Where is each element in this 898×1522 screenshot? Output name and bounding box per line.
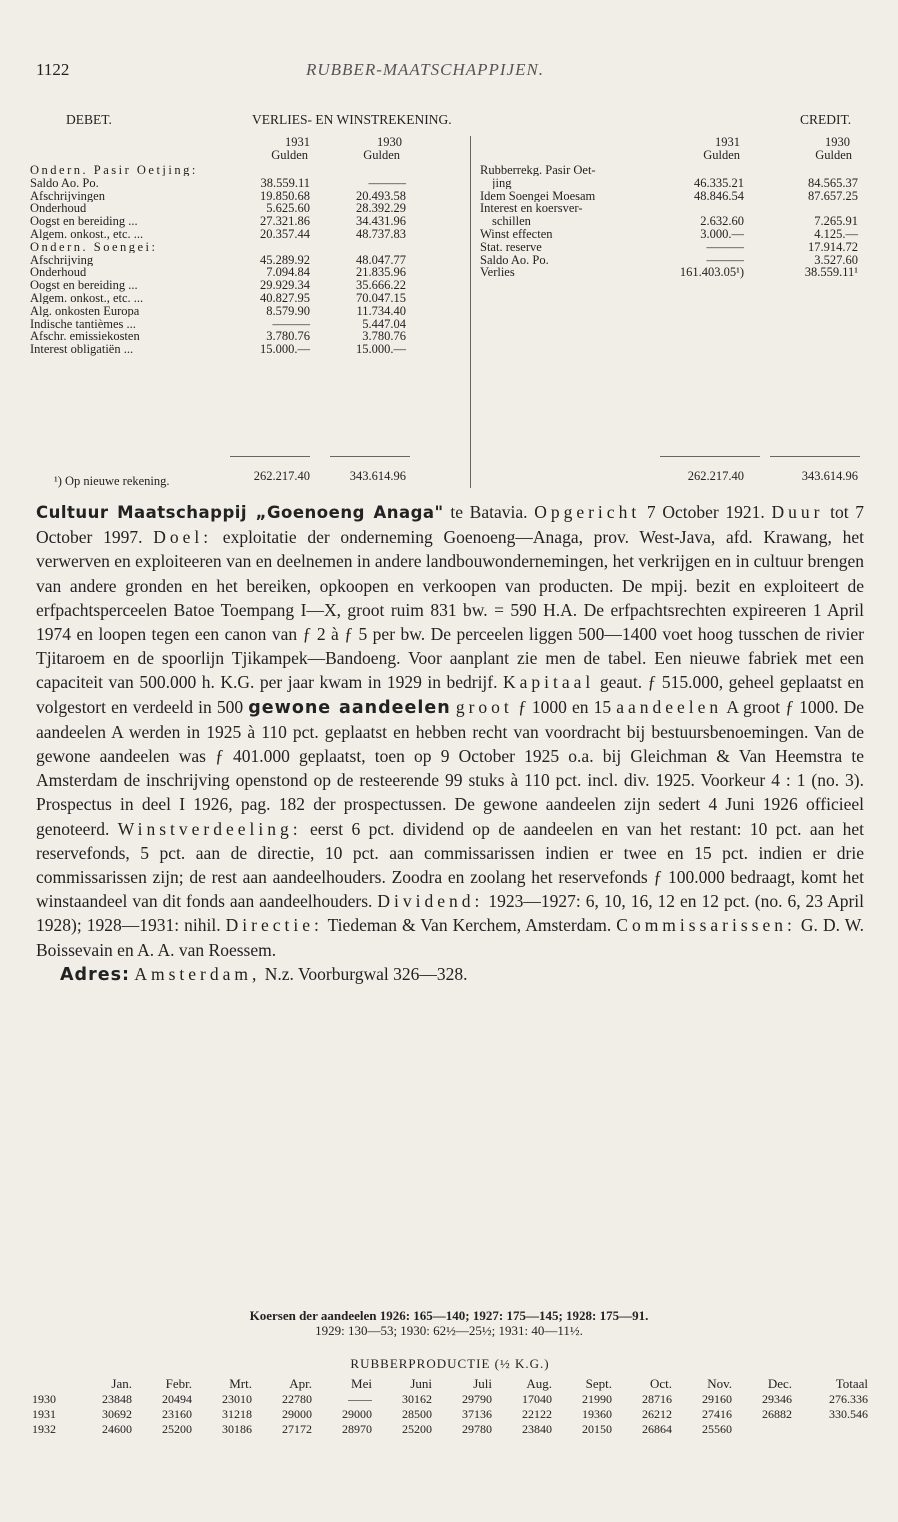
- credit-year-1931: 1931: [715, 135, 740, 149]
- production-value: 27172: [282, 1422, 312, 1436]
- adres-text: N.z. Voorburgwal 326—328.: [264, 963, 468, 984]
- debet-row-1931: 7.094.84: [266, 265, 310, 280]
- debet-row-1931: 5.625.60: [266, 201, 310, 216]
- groot-label: groot: [455, 696, 513, 717]
- debet-row-label: Interest obligatiën ...: [30, 343, 134, 356]
- credit-currency-1931: Gulden: [703, 148, 740, 162]
- debet-row-1930: 21.835.96: [356, 265, 406, 280]
- month-header: Dec.: [767, 1376, 792, 1391]
- credit-row-label: Stat. reserve: [480, 240, 542, 254]
- debet-row-1931: 40.827.95: [260, 291, 310, 305]
- debet-row: [30, 305, 870, 317]
- adres-label: Adres:: [60, 964, 130, 985]
- credit-row-label: Verlies: [480, 266, 515, 279]
- credit-label: CREDIT.: [800, 112, 852, 127]
- account-title: VERLIES- EN WINSTREKENING.: [252, 112, 452, 127]
- production-value: 31218: [222, 1407, 252, 1421]
- rubber-production-title: RUBBERPRODUCTIE (½ K.G.): [350, 1356, 550, 1371]
- debet-row: [30, 343, 870, 355]
- dividend-text: 1923—1927: 6, 10, 16, 12 en 12 pct. (no. 6, 23 April 1928); 1928—1931: nihil.: [36, 891, 865, 936]
- production-value: 23010: [222, 1392, 252, 1406]
- debet-row-label: Onderhoud: [30, 266, 87, 279]
- production-value: [734, 1422, 794, 1437]
- credit-row-1931: ———: [706, 239, 744, 254]
- year-column-header: [30, 1376, 74, 1392]
- year-header-row: [30, 136, 870, 148]
- adres-city: Amsterdam,: [134, 963, 261, 984]
- page-number: 1122: [36, 60, 70, 79]
- table-row: [30, 1407, 870, 1422]
- credit-currency-1930: Gulden: [815, 148, 852, 162]
- production-value: 22780: [282, 1392, 312, 1406]
- credit-row: [30, 164, 870, 176]
- credit-row: [30, 177, 870, 189]
- credit-row-1931: 48.846.54: [694, 188, 744, 203]
- debet-row-1931: 20.357.44: [260, 227, 310, 241]
- kapitaal-text-3: A groot ƒ 1000. De aandeelen A werden in 1925 à 110 pct. geplaatst en hebben recht van voordracht bij bestuursbenoemingen. Van de gewone aandeelen was ƒ 401.000 geplaatst, toen op 9 October 1925 o.a. bij Gleichman & Van Heemstra te Amsterdam de inschrijving openstond op de resteerende 99 stuks à 110 pct. incl. div. 1925. Voorkeur 4 : 1 (no. 3). Prospectus in deel I 1926, pag. 182 der prospectussen. De gewone aandeelen zijn sedert 4 Juni 1926 officieel genoteerd.: [36, 696, 865, 839]
- production-value: 17040: [522, 1392, 552, 1406]
- debet-row-label: Indische tantièmes ...: [30, 317, 136, 330]
- debet-sum-line-1930: [330, 456, 410, 457]
- production-value: 29780: [462, 1422, 492, 1436]
- debet-row-1930: 48.047.77: [356, 252, 406, 267]
- production-value: 29000: [342, 1407, 372, 1421]
- production-value: 29000: [282, 1407, 312, 1421]
- page-header: [36, 60, 862, 84]
- account-headings: [30, 114, 870, 136]
- production-value: [794, 1422, 870, 1437]
- share-prices-values-1: 1926: 165—140; 1927: 175—145; 1928: 175—91.: [379, 1308, 649, 1323]
- running-title: RUBBER-MAATSCHAPPIJEN.: [306, 60, 545, 79]
- production-value: 330.546: [829, 1407, 868, 1421]
- duur-label: Duur: [771, 502, 824, 522]
- credit-row-label: Interest en koersver-: [480, 202, 583, 215]
- production-value: 30186: [222, 1422, 252, 1436]
- production-value: 23160: [162, 1407, 192, 1421]
- production-year: 1931: [32, 1407, 56, 1421]
- production-value: 19360: [582, 1407, 612, 1421]
- production-value: 26864: [642, 1422, 672, 1436]
- footnote: ¹) Op nieuwe rekening.: [54, 474, 170, 488]
- debet-row-1931: 19.850.68: [260, 188, 310, 203]
- debet-year-1930: 1930: [377, 135, 402, 149]
- production-value: 28716: [642, 1392, 672, 1406]
- production-value: 25200: [162, 1422, 192, 1436]
- doel-text: exploitatie der onderneming Goenoeng—Anaga, prov. West-Java, afd. Krawang, het verwerven en exploiteeren van en deelnemen in andere landbouwondernemingen, het verkrijgen en in cultuur brengen van andere gronden en het bereiken, opkoopen en verkoopen van producten. De mpij. bezit en exploiteert de erfpachtsperceelen Batoe Toempang I—X, groot ruim 831 bw. = 590 H.A. De erfpachtsrechten expireeren 1 April 1974 en loopen tegen een canon van ƒ 2 à ƒ 5 per bw. De perceelen liggen 500—1400 voet hoog tusschen de rivier Tjitaroem en de spoorlijn Tjikampek—Bandoeng. Voor aanplant zie men de tabel. Een nieuwe fabriek met een capaciteit van 500.000 h. K.G. per jaar kwam in 1929 in bedrijf.: [36, 527, 865, 693]
- kapitaal-text-2: ƒ 1000 en 15: [517, 696, 612, 717]
- debet-row: [30, 330, 870, 342]
- winstverdeeling-label: Winstverdeeling:: [117, 818, 302, 839]
- duur-value: tot 7 October 1997.: [36, 502, 865, 548]
- debet-total-1931: 262.217.40: [253, 469, 310, 483]
- month-header: Apr.: [289, 1376, 312, 1391]
- directie-text: Tiedeman & Van Kerchem, Amsterdam.: [327, 915, 612, 936]
- credit-row-1930: 87.657.25: [808, 188, 858, 203]
- commissarissen-label: Commissarissen:: [616, 915, 796, 936]
- production-value: 30162: [402, 1392, 432, 1406]
- aandeelen-label: aandeelen: [616, 696, 723, 717]
- credit-row-1930: 17.914.72: [808, 239, 858, 254]
- credit-row: [30, 254, 870, 266]
- production-value: 24600: [102, 1422, 132, 1436]
- debet-row-1931: 3.780.76: [266, 329, 310, 344]
- share-prices-line-2: 1929: 130—53; 1930: 62½—25½; 1931: 40—11½.: [315, 1323, 583, 1338]
- debet-year-1931: 1931: [285, 135, 310, 149]
- debet-row-label: Afschrijving: [30, 253, 94, 266]
- debet-row-1931: 27.321.86: [260, 214, 310, 229]
- debet-row-1930: 20.493.58: [356, 188, 406, 203]
- debet-sum-line-1931: [230, 456, 310, 457]
- month-header: Mrt.: [229, 1376, 252, 1391]
- credit-row-1931: ———: [706, 252, 744, 267]
- currency-header-row: [30, 149, 870, 161]
- production-value: 27416: [702, 1407, 732, 1421]
- share-prices: [0, 1308, 898, 1338]
- production-value: 26882: [762, 1407, 792, 1421]
- debet-row-1931: 15.000.—: [260, 342, 310, 357]
- company-name: Cultuur Maatschappij „Goenoeng Anaga": [36, 503, 444, 522]
- production-value: 25200: [402, 1422, 432, 1436]
- opgericht-value: 7 October 1921.: [646, 502, 765, 522]
- credit-total-1931: 262.217.40: [687, 469, 744, 483]
- debet-row-1930: 35.666.22: [356, 278, 406, 293]
- debet-row: [30, 279, 870, 291]
- credit-row-1930: 7.265.91: [814, 214, 858, 229]
- company-place: te Batavia.: [450, 502, 528, 522]
- debet-row-label: Onderhoud: [30, 202, 87, 215]
- commissarissen-text: G. D. W. Boissevain en A. A. van Roessem.: [36, 915, 864, 960]
- credit-row-1930: 38.559.11¹: [804, 265, 858, 280]
- company-description: [36, 500, 864, 987]
- month-header: Juli: [473, 1376, 492, 1391]
- rubber-production-header-row: [30, 1376, 870, 1392]
- debet-row-1930: 28.392.29: [356, 201, 406, 216]
- rubber-production-body: [30, 1392, 870, 1437]
- production-value: 23848: [102, 1392, 132, 1406]
- credit-total-1930: 343.614.96: [801, 469, 858, 483]
- month-header: Nov.: [707, 1376, 732, 1391]
- rubber-production-table: [30, 1376, 870, 1437]
- production-value: 37136: [462, 1407, 492, 1421]
- production-year: 1932: [32, 1422, 56, 1436]
- production-value: 30692: [102, 1407, 132, 1421]
- production-value: 29160: [702, 1392, 732, 1406]
- month-header: Febr.: [165, 1376, 192, 1391]
- debet-row-1931: 45.289.92: [260, 252, 310, 267]
- credit-row-label: Rubberrekg. Pasir Oet-: [480, 164, 596, 177]
- directie-label: Directie:: [225, 915, 323, 936]
- credit-row-1931: 46.335.21: [694, 175, 744, 190]
- debet-row-1930: 70.047.15: [356, 291, 406, 305]
- credit-sum-line-1930: [770, 456, 860, 457]
- dividend-label: Dividend:: [377, 891, 484, 912]
- production-value: ——: [348, 1392, 372, 1406]
- production-year: 1930: [32, 1392, 56, 1406]
- credit-row-1931: 161.403.05¹): [679, 265, 744, 280]
- debet-currency-1931: Gulden: [271, 148, 308, 162]
- credit-row-1930: 3.527.60: [814, 252, 858, 267]
- debet-row-1930: ———: [368, 175, 406, 190]
- production-value: 29790: [462, 1392, 492, 1406]
- doel-label: Doel:: [153, 527, 213, 548]
- credit-row: [30, 241, 870, 253]
- debet-row-1931: 38.559.11: [260, 175, 310, 190]
- debet-row-label: Algem. onkost., etc. ...: [30, 292, 144, 305]
- month-header: Sept.: [585, 1376, 612, 1391]
- credit-row-1931: 3.000.—: [700, 227, 744, 241]
- production-value: 28970: [342, 1422, 372, 1436]
- production-value: 20150: [582, 1422, 612, 1436]
- production-value: 29346: [762, 1392, 792, 1406]
- debet-total-1930: 343.614.96: [349, 469, 406, 483]
- production-value: 26212: [642, 1407, 672, 1421]
- debet-row-1930: 48.737.83: [356, 227, 406, 241]
- share-prices-line-1: [0, 1308, 898, 1323]
- credit-row-label: Idem Soengei Moesam: [480, 189, 596, 202]
- credit-year-1930: 1930: [825, 135, 850, 149]
- debet-row-label: Afschr. emissiekosten: [30, 330, 140, 343]
- debet-row-1930: 5.447.04: [362, 316, 406, 331]
- credit-row: [30, 190, 870, 202]
- winstverdeeling-text: eerst 6 pct. dividend op de aandeelen en van het restant: 10 pct. aan het reservefonds, 5 pct. aan de directie, 10 pct. aan commissarissen indien er twee en 15 pct. indien er drie commissarissen zijn; de rest aan aandeelhouders. Zoodra en zoolang het reservefonds ƒ 100.000 bedraagt, komt het winstaandeel van dit fonds aan aandeelhouders.: [36, 818, 864, 912]
- credit-row-label: schillen: [492, 215, 531, 228]
- table-row: [30, 1392, 870, 1407]
- debet-row-label: Oogst en bereiding ...: [30, 215, 138, 228]
- debet-row-1930: 15.000.—: [356, 342, 406, 357]
- credit-row-label: Winst effecten: [480, 228, 553, 241]
- debet-row-label: Ondern. Pasir Oetjing:: [30, 164, 198, 177]
- production-value: 20494: [162, 1392, 192, 1406]
- debet-row-1931: 8.579.90: [266, 303, 310, 318]
- credit-row-label: Saldo Ao. Po.: [480, 253, 549, 266]
- production-value: 276.336: [829, 1392, 868, 1406]
- credit-row: [30, 228, 870, 240]
- credit-row-1931: 2.632.60: [700, 214, 744, 229]
- opgericht-label: Opgericht: [534, 502, 641, 522]
- month-header: Aug.: [526, 1376, 552, 1391]
- month-header: Mei: [351, 1376, 372, 1391]
- debet-row-1930: 34.431.96: [356, 214, 406, 229]
- share-prices-label: Koersen der aandeelen: [249, 1308, 377, 1323]
- kapitaal-text-1: geaut. ƒ 515.000, geheel geplaatst en volgestort en verdeeld in 500: [36, 672, 865, 717]
- rubber-production: [30, 1356, 870, 1437]
- debet-row-label: Alg. onkosten Europa: [30, 304, 140, 318]
- debet-row: [30, 318, 870, 330]
- month-header: Juni: [410, 1376, 432, 1391]
- production-value: 22122: [522, 1407, 552, 1421]
- production-value: 28500: [402, 1407, 432, 1421]
- debet-row-label: Algem. onkost., etc. ...: [30, 228, 144, 241]
- table-row: [30, 1422, 870, 1437]
- debet-row-1931: ———: [272, 316, 310, 331]
- debet-row-1930: 11.734.40: [356, 303, 406, 318]
- credit-row: [30, 266, 870, 278]
- credit-row-1930: 84.565.37: [808, 175, 858, 190]
- credit-row: [30, 215, 870, 227]
- credit-sum-line-1931: [660, 456, 760, 457]
- debet-row-1930: 3.780.76: [362, 329, 406, 344]
- debet-row: [30, 292, 870, 304]
- debet-currency-1930: Gulden: [363, 148, 400, 162]
- month-header: Jan.: [111, 1376, 132, 1391]
- production-value: 23840: [522, 1422, 552, 1436]
- credit-row: [30, 202, 870, 214]
- month-header: Oct.: [649, 1376, 672, 1391]
- production-value: 21990: [582, 1392, 612, 1406]
- credit-row-label: jing: [492, 176, 512, 190]
- kapitaal-label: Kapitaal: [503, 672, 595, 693]
- debet-row-label: Oogst en bereiding ...: [30, 279, 138, 292]
- credit-row-1930: 4.125.—: [814, 227, 858, 241]
- production-value: 25560: [702, 1422, 732, 1436]
- gewone-aandeelen-label: gewone aandeelen: [248, 697, 451, 718]
- debet-row-1931: 29.929.34: [260, 278, 310, 293]
- debet-row-label: Afschrijvingen: [30, 189, 105, 202]
- debet-row-label: Ondern. Soengei:: [30, 240, 158, 254]
- month-header: Totaal: [835, 1376, 868, 1391]
- debet-label: DEBET.: [66, 112, 112, 127]
- debet-row-label: Saldo Ao. Po.: [30, 176, 99, 190]
